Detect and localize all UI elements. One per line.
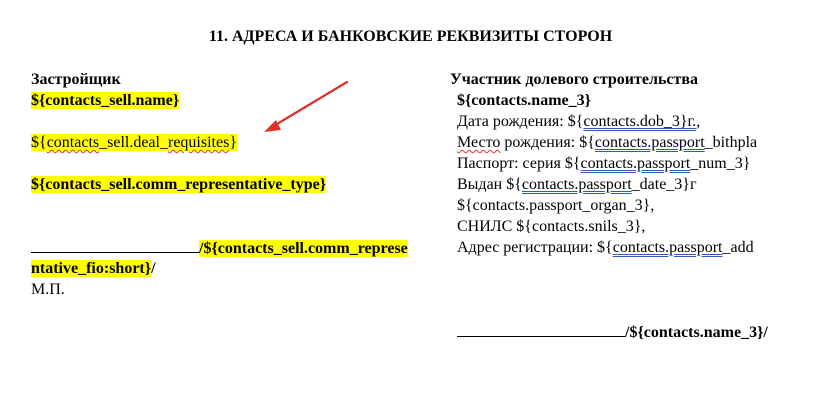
participant-column	[450, 69, 785, 342]
participant-signature-line	[450, 321, 785, 342]
participant-birthplace: Место рождения: ${contacts.passport_bithpla	[457, 134, 758, 151]
developer-representative-type: ${contacts_sell.comm_representative_type}	[31, 176, 327, 193]
developer-title: Застройщик	[31, 71, 121, 88]
participant-dob: Дата рождения: ${contacts.dob_3}г.,	[457, 113, 701, 130]
blank-line	[31, 111, 433, 132]
blank-line	[450, 300, 785, 321]
developer-requisites-line	[31, 132, 433, 153]
developer-signature-cont-line	[31, 258, 433, 279]
participant-passport: Паспорт: серия ${contacts.passport_num_3}	[457, 155, 751, 172]
developer-column	[31, 69, 433, 300]
blank-line	[450, 279, 785, 300]
signature-blank	[457, 321, 625, 337]
developer-signature-line	[31, 237, 433, 258]
section-heading: 11. АДРЕСА И БАНКОВСКИЕ РЕКВИЗИТЫ СТОРОН	[208, 28, 613, 45]
stamp-label: М.П.	[31, 281, 65, 298]
participant-organ: ${contacts.passport_organ_3},	[457, 197, 655, 214]
developer-requisites: ${contacts_sell.deal_requisites}	[31, 134, 237, 151]
signature-blank	[31, 237, 199, 253]
blank-line	[31, 216, 433, 237]
developer-signature-tail: /${contacts_sell.comm_represe	[199, 240, 408, 257]
developer-name-line	[31, 90, 433, 111]
participant-address: Адрес регистрации: ${contacts.passport_add	[457, 239, 754, 256]
blank-line	[31, 153, 433, 174]
participant-snils: СНИЛС ${contacts.snils_3},	[457, 218, 646, 235]
participant-title: Участник долевого строительства	[450, 71, 699, 88]
blank-line	[450, 258, 785, 279]
participant-signature-tail: /${contacts.name_3}/	[625, 324, 768, 341]
developer-name: ${contacts_sell.name}	[31, 92, 180, 109]
participant-issued: Выдан ${contacts.passport_date_3}г	[457, 176, 697, 193]
participant-name: ${contacts.name_3}	[457, 92, 591, 109]
blank-line	[31, 195, 433, 216]
developer-signature-cont: ntative_fio:short}	[31, 260, 152, 277]
developer-representative-type-line	[31, 174, 433, 195]
developer-signature-slash: /	[151, 260, 156, 277]
